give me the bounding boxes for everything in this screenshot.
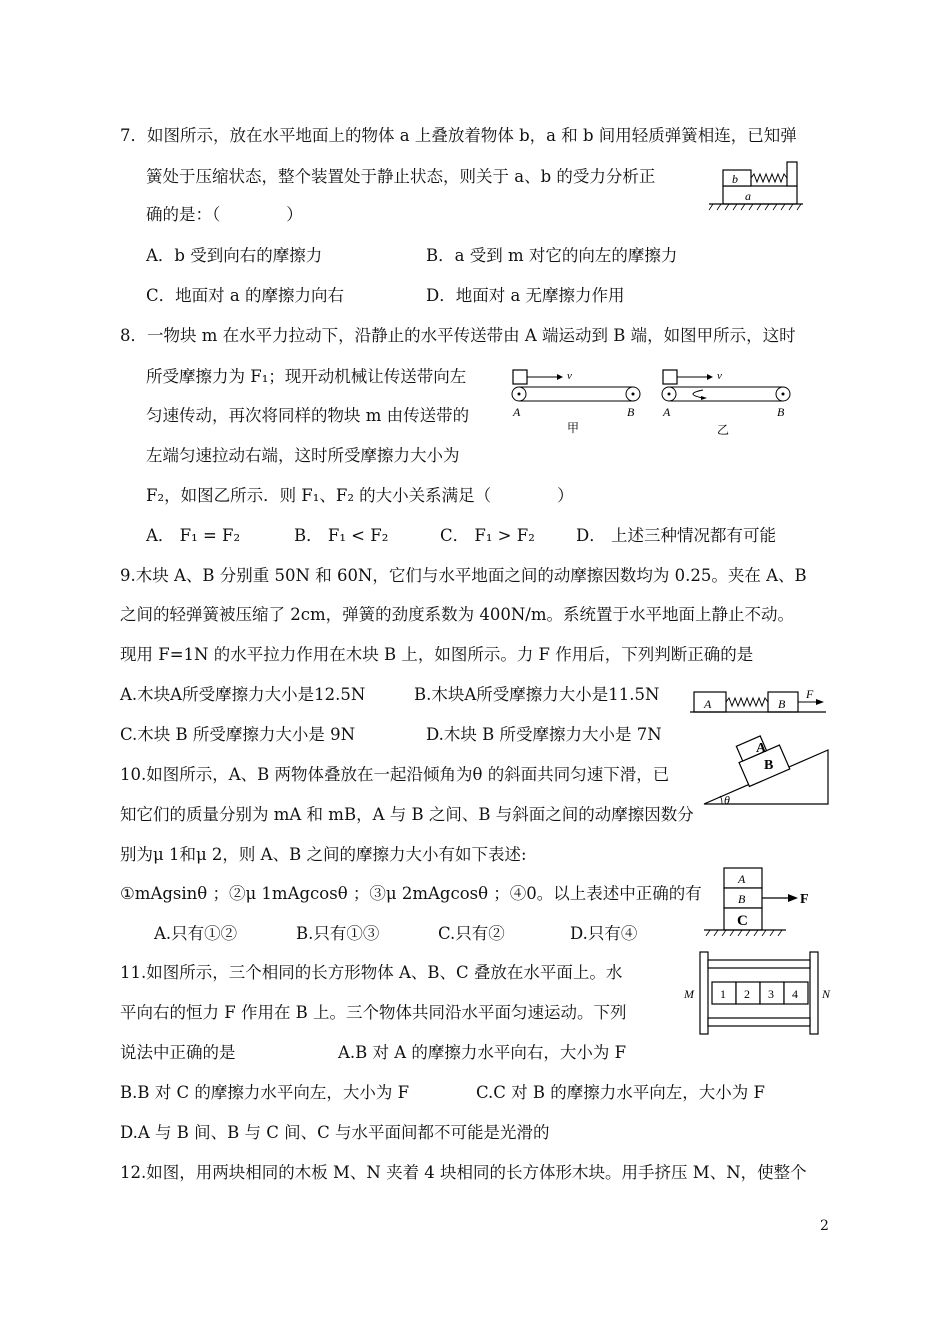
q9-option-b: B.木块A所受摩擦力大小是11.5N: [414, 685, 660, 704]
q7-label-a: a: [745, 189, 751, 203]
q8-option-a: A． F₁ = F₂: [146, 526, 241, 545]
q9-option-a: A.木块A所受摩擦力大小是12.5N: [120, 685, 366, 704]
q12-block-3: 3: [768, 987, 774, 1001]
q8-yi-v: v: [717, 370, 722, 382]
q9-option-d: D.木块 B 所受摩擦力大小是 7N: [426, 725, 662, 744]
q11-figure: [702, 866, 814, 942]
q10-option-b: B.只有①③: [296, 924, 380, 943]
q9-figure: [688, 686, 828, 720]
q8-jia-B: B: [627, 405, 635, 419]
q11-option-d: D.A 与 B 间、B 与 C 间、C 与水平面间都不可能是光滑的: [120, 1123, 550, 1142]
q7-option-a: A．b 受到向右的摩擦力: [146, 246, 323, 265]
q12-label-M: M: [684, 987, 694, 1001]
q12-line-1: 12.如图，用两块相同的木板 M、N 夹着 4 块相同的长方体形木块。用手挤压 M、N，使整个: [120, 1163, 807, 1182]
q8-jia-caption: 甲: [567, 421, 580, 435]
q10-line-2: 知它们的质量分别为 mA 和 mB，A 与 B 之间、B 与斜面之间的动摩擦因数分: [120, 805, 694, 824]
q8-option-c: C． F₁ > F₂: [440, 526, 535, 545]
q11-line-2: 平向右的恒力 F 作用在 B 上。三个物体共同沿水平面匀速运动。下列: [120, 1003, 627, 1022]
q12-figure: [682, 946, 834, 1038]
q8-yi-B: B: [777, 405, 785, 419]
q9-option-c: C.木块 B 所受摩擦力大小是 9N: [120, 725, 356, 744]
q10-line-1: 10.如图所示，A、B 两物体叠放在一起沿倾角为θ 的斜面共同匀速下滑，已: [120, 765, 670, 784]
q10-line-4: ①mAgsinθ ；②μ 1mAgcosθ ；③μ 2mAgcosθ ；④0。以上表述中正确的有: [120, 884, 702, 903]
q12-block-4: 4: [792, 987, 798, 1001]
q8-line-5: F₂，如图乙所示．则 F₁、F₂ 的大小关系满足（ ）: [146, 486, 574, 505]
q7-line-3: 确的是：（ ）: [146, 205, 303, 224]
q11-line-1: 11.如图所示，三个相同的长方形物体 A、B、C 叠放在水平面上。水: [120, 963, 623, 982]
q8-figure-jia: [505, 364, 645, 436]
q9-line-2: 之间的轻弹簧被压缩了 2cm，弹簧的劲度系数为 400N/m。系统置于水平地面上静止不动。: [120, 605, 795, 624]
q7-line-1: 7．如图所示，放在水平地面上的物体 a 上叠放着物体 b，a 和 b 间用轻质弹簧相连，已知弹: [120, 126, 797, 145]
q7-line-2: 簧处于压缩状态，整个装置处于静止状态，则关于 a、b 的受力分析正: [146, 167, 656, 186]
q11-option-a: A.B 对 A 的摩擦力水平向右，大小为 F: [338, 1043, 627, 1062]
q9-line-3: 现用 F=1N 的水平拉力作用在木块 B 上，如图所示。力 F 作用后，下列判断正确的是: [120, 645, 754, 664]
q10-label-theta: θ: [724, 793, 730, 807]
q10-option-c: C.只有②: [438, 924, 505, 943]
q11-label-F: F: [800, 892, 809, 907]
q7-option-b: B．a 受到 m 对它的向左的摩擦力: [426, 246, 678, 265]
q7-option-d: D．地面对 a 无摩擦力作用: [426, 286, 625, 305]
q8-line-3: 匀速传动，再次将同样的物块 m 由传送带的: [146, 406, 470, 425]
q11-option-b: B.B 对 C 的摩擦力水平向左，大小为 F: [120, 1083, 410, 1102]
q8-option-d: D． 上述三种情况都有可能: [576, 526, 776, 545]
q8-line-1: 8．一物块 m 在水平力拉动下，沿静止的水平传送带由 A 端运动到 B 端，如图甲所示，这时: [120, 326, 796, 345]
q8-jia-A: A: [513, 405, 521, 419]
q7-option-c: C．地面对 a 的摩擦力向右: [146, 286, 344, 305]
q10-option-d: D.只有④: [570, 924, 638, 943]
q9-line-1: 9.木块 A、B 分别重 50N 和 60N，它们与水平地面之间的动摩擦因数均为 0.25。夹在 A、B: [120, 566, 807, 585]
q11-label-C: C: [737, 913, 748, 929]
q8-yi-A: A: [663, 405, 671, 419]
q10-figure: [700, 734, 834, 810]
q9-label-A: A: [704, 697, 712, 711]
q9-label-B: B: [778, 697, 786, 711]
q8-jia-v: v: [567, 370, 572, 382]
q7-figure: [705, 158, 805, 214]
q8-line-2: 所受摩擦力为 F₁；现开动机械让传送带向左: [146, 367, 467, 386]
q11-label-A: A: [738, 872, 746, 886]
page-number: 2: [820, 1218, 829, 1234]
q10-option-a: A.只有①②: [154, 924, 238, 943]
q12-block-2: 2: [744, 987, 750, 1001]
q8-line-4: 左端匀速拉动右端，这时所受摩擦力大小为: [146, 446, 460, 465]
q10-label-B: B: [764, 758, 774, 773]
q10-label-A: A: [756, 741, 767, 756]
q11-option-c: C.C 对 B 的摩擦力水平向左，大小为 F: [476, 1083, 765, 1102]
q7-label-b: b: [732, 172, 738, 186]
q9-label-F: F: [806, 687, 814, 701]
q8-figure-yi: [655, 364, 795, 436]
q8-option-b: B． F₁ < F₂: [294, 526, 389, 545]
q12-block-1: 1: [720, 987, 726, 1001]
q10-line-3: 别为μ 1和μ 2，则 A、B 之间的摩擦力大小有如下表述:: [120, 845, 527, 864]
q8-yi-caption: 乙: [717, 423, 730, 436]
q11-line-3: 说法中正确的是: [120, 1043, 236, 1062]
q11-label-B: B: [738, 892, 746, 906]
q12-label-N: N: [822, 987, 831, 1001]
